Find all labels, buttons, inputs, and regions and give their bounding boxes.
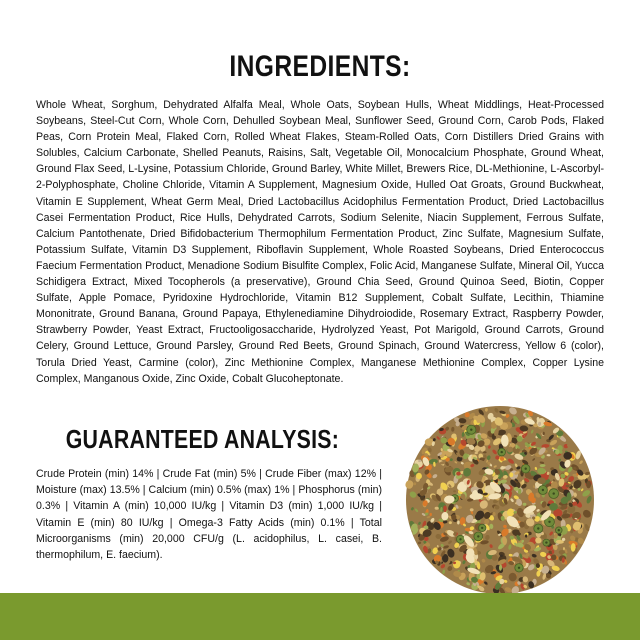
bottom-color-band [0, 593, 640, 640]
ingredients-heading: INGREDIENTS: [229, 50, 411, 83]
ingredients-list: Whole Wheat, Sorghum, Dehydrated Alfalfa Meal, Whole Oats, Soybean Hulls, Wheat Middlings, Heat-Processed Soybeans, Steel-Cut Corn, Whole Corn, Dehulled Soybean Meal, Sunflower Seed, Ground Corn, Carob Pods, Flaked Peas, Corn Protein Meal, Flaked Corn, Rolled Wheat Flakes, Steam-Rolled Oats, Corn Distillers Dried Grains with Solubles, Calcium Carbonate, Shelled Peanuts, Raisins, Salt, Vegetable Oil, Monocalcium Phosphate, Ground Wheat, Ground Flax Seed, L-Lysine, Potassium Chloride, Ground Barley, White Millet, Brewers Rice, DL-Methionine, L-Ascorbyl-2-Polyphosphate, Choline Chloride, Vitamin A Supplement, Magnesium Oxide, Hulled Oat Groats, Ground Buckwheat, Vitamin E Supplement, Wheat Germ Meal, Dried Lactobacillus Acidophilus Fermentation Product, Dried Lactobacillus Casei Fermentation Product, Rice Hulls, Dehydrated Carrots, Sodium Selenite, Niacin Supplement, Ferrous Sulfate, Calcium Pantothenate, Dried Bifidobacterium Thermophilum Fermentation Product, Zinc Sulfate, Magnesium Sulfate, Potassium Sulfate, Vitamin D3 Supplement, Riboflavin Supplement, Whole Roasted Soybeans, Dried Enterococcus Faecium Fermentation Product, Menadione Sodium Bisulfite Complex, Folic Acid, Manganese Sulfate, Mineral Oil, Yucca Schidigera Extract, Mixed Tocopherols (a preservative), Ground Chia Seed, Ground Quinoa Seed, Biotin, Copper Sulfate, Apple Pomace, Pyridoxine Hydrochloride, Vitamin B12 Supplement, Cobalt Sulfate, Lecithin, Thiamine Mononitrate, Ground Banana, Ground Papaya, Ethylenediamine Dihydroiodide, Rosemary Extract, Raspberry Powder, Strawberry Powder, Yeast Extract, Fructooligosaccharide, Hydrolyzed Yeast, Pot Marigold, Ground Carrots, Ground Celery, Ground Lettuce, Ground Parsley, Ground Red Beets, Ground Spinach, Ground Watercress, Yellow 6 (color), Torula Dried Yeast, Carmine (color), Zinc Methionine Complex, Manganese Methionine Complex, Copper Lysine Complex, Manganous Oxide, Zinc Oxide, Cobalt Glucoheptonate. [36, 99, 604, 385]
seed-mix-image [400, 400, 600, 600]
guaranteed-analysis-text: Crude Protein (min) 14% | Crude Fat (min) 5% | Crude Fiber (max) 12% | Moisture (max) 13.5% | Calcium (min) 0.5% (max) 1% | Phosphorus (min) 0.3% | Vitamin A (min) 10,000 IU/kg | Vitamin D3 (min) 1,000 IU/kg | Vitamin E (min) 80 IU/kg | Omega-3 Fatty Acids (min) 0.1% | Total Microorganisms (min) 20,000 CFU/g (L. acidophilus, L. casei, B. thermophilum, E. faecium). [36, 468, 382, 562]
guaranteed-analysis-heading: GUARANTEED ANALYSIS: [65, 424, 340, 454]
